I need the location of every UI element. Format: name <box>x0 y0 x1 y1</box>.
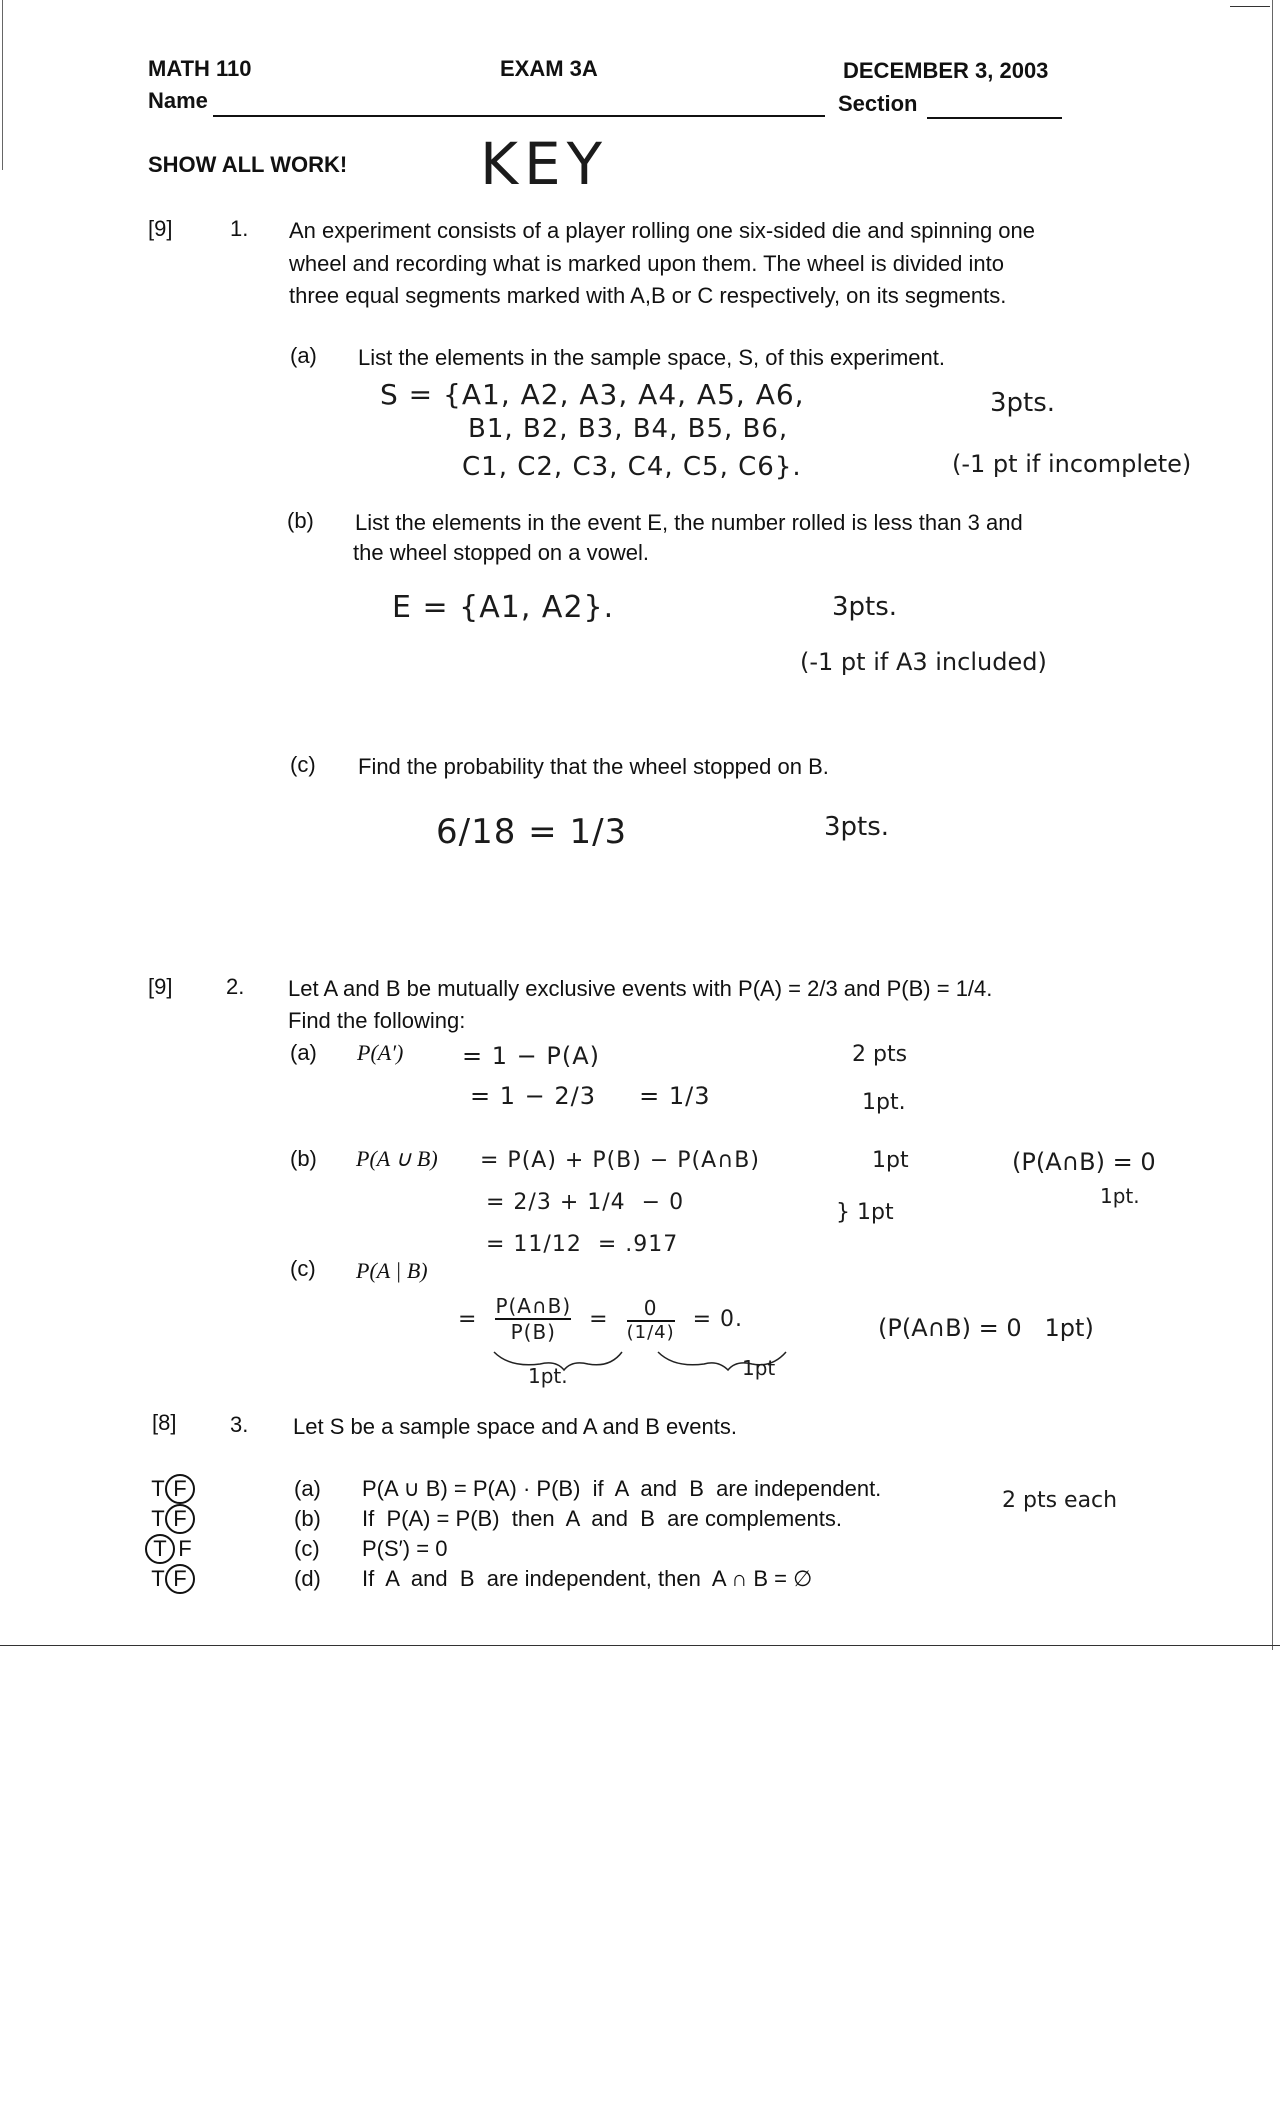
exam-date: DECEMBER 3, 2003 <box>843 58 1049 83</box>
true-option[interactable]: T <box>145 1534 175 1564</box>
q2c-label: (c) <box>290 1256 316 1281</box>
true-option[interactable]: T <box>151 1566 165 1591</box>
q2c-under-note-2: 1pt <box>742 1356 776 1380</box>
q1-points: [9] <box>148 216 173 241</box>
q2c-num2: 0 <box>643 1295 658 1320</box>
q3-item-statement: P(S′) = 0 <box>362 1536 448 1561</box>
q2b-work-line-2: = 2/3 + 1/4 − 0 <box>486 1190 685 1215</box>
section-blank-line[interactable] <box>927 117 1062 119</box>
key-mark: KEY <box>480 130 609 198</box>
q2b-note-1: 1pt <box>872 1148 909 1173</box>
false-option[interactable]: F <box>165 1504 195 1534</box>
q3-tf-choice[interactable] <box>148 1564 195 1594</box>
true-option[interactable]: T <box>151 1506 165 1531</box>
q1c-answer: 6/18 = 1/3 <box>436 812 628 852</box>
q2c-under-note-1: 1pt. <box>528 1364 568 1388</box>
q2c-work <box>458 1294 743 1344</box>
q2a-expr: P(A′) <box>357 1040 404 1065</box>
q1a-answer-line-1: S = {A1, A2, A3, A4, A5, A6, <box>380 378 805 411</box>
scan-edge-left <box>2 0 3 170</box>
scan-line-bottom <box>0 1645 1280 1646</box>
q3-item-label: (c) <box>294 1536 320 1561</box>
q1b-prompt-line-2: the wheel stopped on a vowel. <box>353 540 649 565</box>
false-option[interactable]: F <box>165 1564 195 1594</box>
q1b-points-note: 3pts. <box>832 592 898 622</box>
scan-line-top <box>1230 6 1270 7</box>
exam-title: EXAM 3A <box>500 56 598 81</box>
q3-stem: Let S be a sample space and A and B events. <box>293 1414 737 1439</box>
q2b-expr: P(A ∪ B) <box>356 1146 438 1171</box>
q1b-label: (b) <box>287 508 314 533</box>
q2a-note-2: 1pt. <box>862 1090 906 1115</box>
true-option[interactable]: T <box>151 1476 165 1501</box>
q1-stem-line-3: three equal segments marked with A,B or C respectively, on its segments. <box>289 283 1007 308</box>
q2-stem: Let A and B be mutually exclusive events with P(A) = 2/3 and P(B) = 1/4. <box>288 976 993 1001</box>
q3-tf-choice[interactable] <box>148 1534 195 1564</box>
q3-tf-choice[interactable] <box>148 1474 195 1504</box>
q3-item-statement: If P(A) = P(B) then A and B are complements. <box>362 1506 842 1531</box>
q3-item-label: (a) <box>294 1476 321 1501</box>
name-label: Name <box>148 88 208 113</box>
q2a-note-1: 2 pts <box>852 1042 908 1067</box>
q3-points: [8] <box>152 1410 177 1435</box>
q2-stem-find: Find the following: <box>288 1008 466 1033</box>
q1a-label: (a) <box>290 343 317 368</box>
q3-item-statement: If A and B are independent, then A ∩ B = ∅ <box>362 1566 813 1591</box>
q1b-answer: E = {A1, A2}. <box>392 590 615 625</box>
q2b-note-2: } 1pt <box>836 1200 894 1225</box>
q1a-deduction-note: (-1 pt if incomplete) <box>952 450 1192 478</box>
q1a-answer-line-3: C1, C2, C3, C4, C5, C6}. <box>462 452 802 482</box>
q2-points: [9] <box>148 974 173 999</box>
q2c-fraction-1 <box>495 1294 571 1344</box>
q1a-prompt: List the elements in the sample space, S, of this experiment. <box>358 345 945 370</box>
false-option[interactable]: F <box>178 1536 192 1561</box>
q1c-label: (c) <box>290 752 316 777</box>
q2c-equals-2: = <box>589 1306 609 1332</box>
q2c-expr: P(A | B) <box>356 1258 428 1283</box>
name-blank-line[interactable] <box>213 115 825 117</box>
q2a-work-line-1: = 1 − P(A) <box>462 1042 600 1070</box>
section-label: Section <box>838 91 918 116</box>
scan-edge-right <box>1272 0 1273 1650</box>
q1b-prompt-line-1: List the elements in the event E, the number rolled is less than 3 and <box>355 510 1023 535</box>
q2c-den2: (1/4) <box>626 1321 675 1343</box>
q1c-points-note: 3pts. <box>824 812 890 842</box>
q2b-label: (b) <box>290 1146 317 1171</box>
q2a-work-line-2: = 1 − 2/3 = 1/3 <box>470 1082 711 1110</box>
q1a-answer-line-2: B1, B2, B3, B4, B5, B6, <box>468 414 789 444</box>
q2c-result: = 0. <box>692 1306 744 1332</box>
q3-points-note: 2 pts each <box>1002 1488 1118 1513</box>
q2c-num1: P(A∩B) <box>495 1294 572 1318</box>
q2b-work-line-1: = P(A) + P(B) − P(A∩B) <box>480 1148 760 1173</box>
q3-tf-choice[interactable] <box>148 1504 195 1534</box>
q1b-deduction-note: (-1 pt if A3 included) <box>800 648 1047 676</box>
q1-stem-line-2: wheel and recording what is marked upon them. The wheel is divided into <box>289 251 1004 276</box>
q1c-prompt: Find the probability that the wheel stopped on B. <box>358 754 829 779</box>
q2c-fraction-2 <box>627 1296 675 1343</box>
q3-item-label: (b) <box>294 1506 321 1531</box>
q2-number: 2. <box>226 974 245 999</box>
q3-item-statement: P(A ∪ B) = P(A) · P(B) if A and B are independent. <box>362 1476 882 1501</box>
q2c-equals: = <box>458 1306 478 1332</box>
q2b-side-note-1: (P(A∩B) = 0 <box>1012 1148 1156 1176</box>
instruction: SHOW ALL WORK! <box>148 152 348 177</box>
q2c-den1: P(B) <box>510 1320 556 1344</box>
q1-stem-line-1: An experiment consists of a player rolling one six-sided die and spinning one <box>289 218 1035 243</box>
q1a-points-note: 3pts. <box>990 388 1056 418</box>
q3-item-label: (d) <box>294 1566 321 1591</box>
q2c-side-note: (P(A∩B) = 0 1pt) <box>878 1314 1094 1342</box>
q3-number: 3. <box>230 1412 249 1437</box>
q2b-work-line-3: = 11/12 = .917 <box>486 1232 679 1257</box>
course-title: MATH 110 <box>148 56 252 81</box>
q2a-label: (a) <box>290 1040 317 1065</box>
false-option[interactable]: F <box>165 1474 195 1504</box>
q1-number: 1. <box>230 216 249 241</box>
q2b-side-note-2: 1pt. <box>1100 1184 1140 1208</box>
